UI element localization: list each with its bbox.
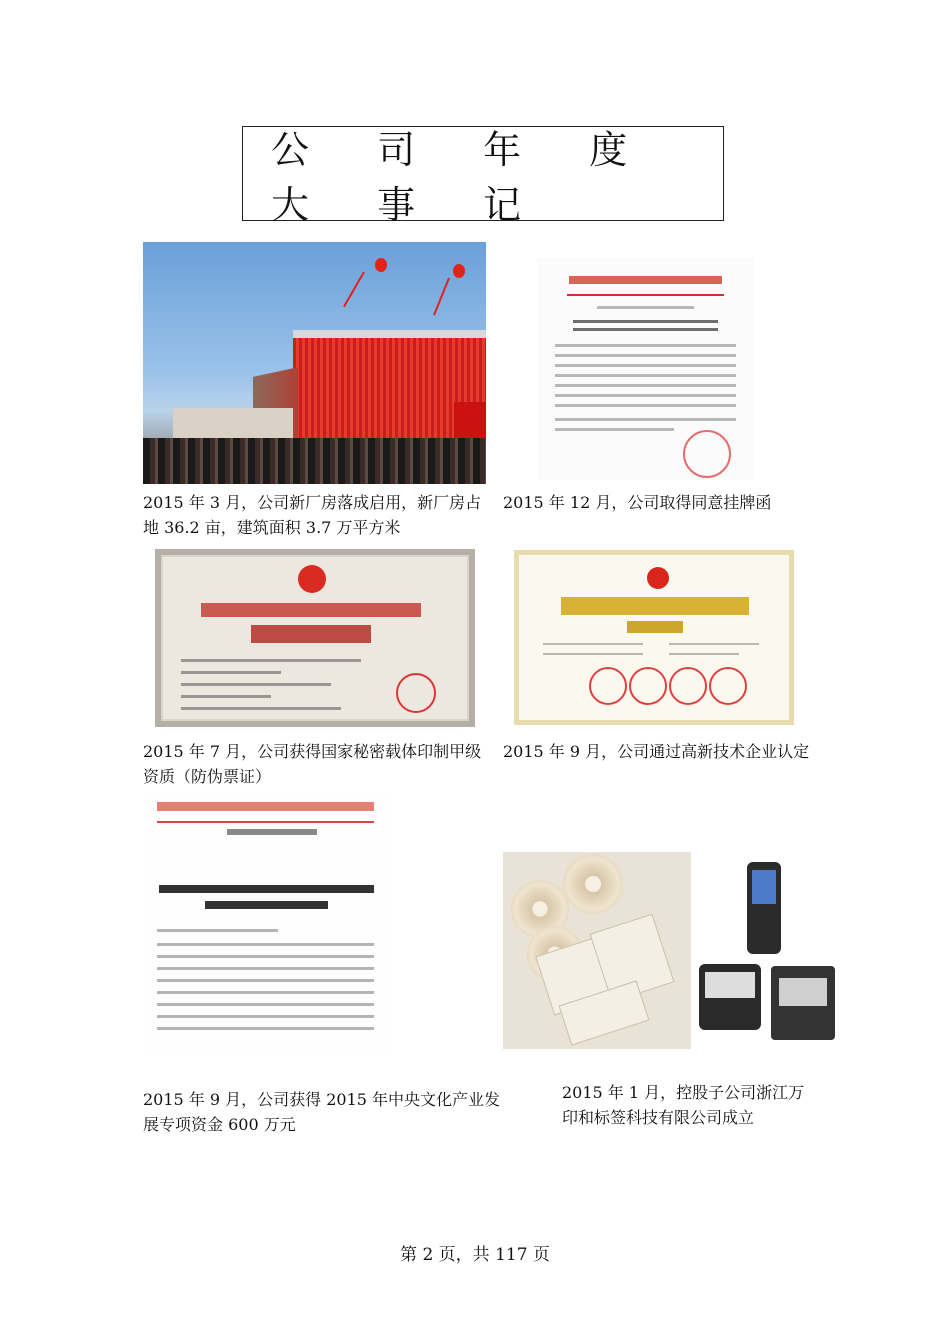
- balloon-icon: [453, 264, 465, 278]
- label-roll: [563, 854, 623, 914]
- red-seal-icon: [396, 673, 436, 713]
- page-footer: 第 2 页，共 117 页: [400, 1245, 550, 1265]
- cert-heading: [201, 603, 421, 617]
- cert-heading: [561, 597, 749, 615]
- notice-rule: [157, 821, 374, 823]
- event-caption-2: 2015 年 12 月，公司取得同意挂牌函: [503, 493, 772, 512]
- national-emblem-icon: [298, 565, 326, 593]
- event-caption-6: 2015 年 1 月，控股子公司浙江万 印和标签科技有限公司成立: [562, 1083, 805, 1127]
- balloon-icon: [375, 258, 387, 272]
- crowd: [143, 438, 486, 484]
- cert-subheading: [627, 621, 683, 633]
- printer-devices-photo: [695, 858, 840, 1050]
- red-seal-icon: [709, 667, 747, 705]
- red-seal-icon: [589, 667, 627, 705]
- high-tech-enterprise-certificate: [514, 550, 794, 725]
- factory-opening-photo: [143, 242, 486, 484]
- event-caption-3: 2015 年 7 月，公司获得国家秘密载体印制甲级 资质（防伪票证）: [143, 742, 482, 786]
- handheld-terminal-icon: [747, 862, 781, 954]
- label-products-photo: [503, 852, 691, 1049]
- listing-letter-image: [537, 258, 754, 480]
- secrecy-printing-certificate: [155, 549, 475, 727]
- red-seal-icon: [629, 667, 667, 705]
- cert-subheading: [251, 625, 371, 643]
- red-seal-icon: [669, 667, 707, 705]
- finance-notice-image: [143, 797, 388, 1053]
- entrance-gate: [173, 408, 293, 442]
- letter-rule: [567, 294, 724, 296]
- balloon-string: [433, 278, 450, 316]
- notice-number: [227, 829, 317, 835]
- event-caption-4: 2015 年 9 月，公司通过高新技术企业认定: [503, 742, 810, 761]
- event-caption-1: 2015 年 3 月，公司新厂房落成启用，新厂房占 地 36.2 亩，建筑面积 3.7 万平方米: [143, 493, 482, 537]
- label-printer-icon: [771, 966, 835, 1040]
- notice-header: [157, 802, 374, 811]
- balloon-string: [343, 272, 365, 308]
- event-caption-5: 2015 年 9 月，公司获得 2015 年中央文化产业发 展专项资金 600 万元: [143, 1090, 501, 1134]
- emblem-icon: [647, 567, 669, 589]
- page-title-box: [242, 126, 724, 227]
- red-seal-icon: [683, 430, 731, 478]
- page-title: 公 司 年 度 大 事 记: [271, 127, 656, 227]
- letter-header: [537, 276, 754, 286]
- label-printer-icon: [699, 964, 761, 1030]
